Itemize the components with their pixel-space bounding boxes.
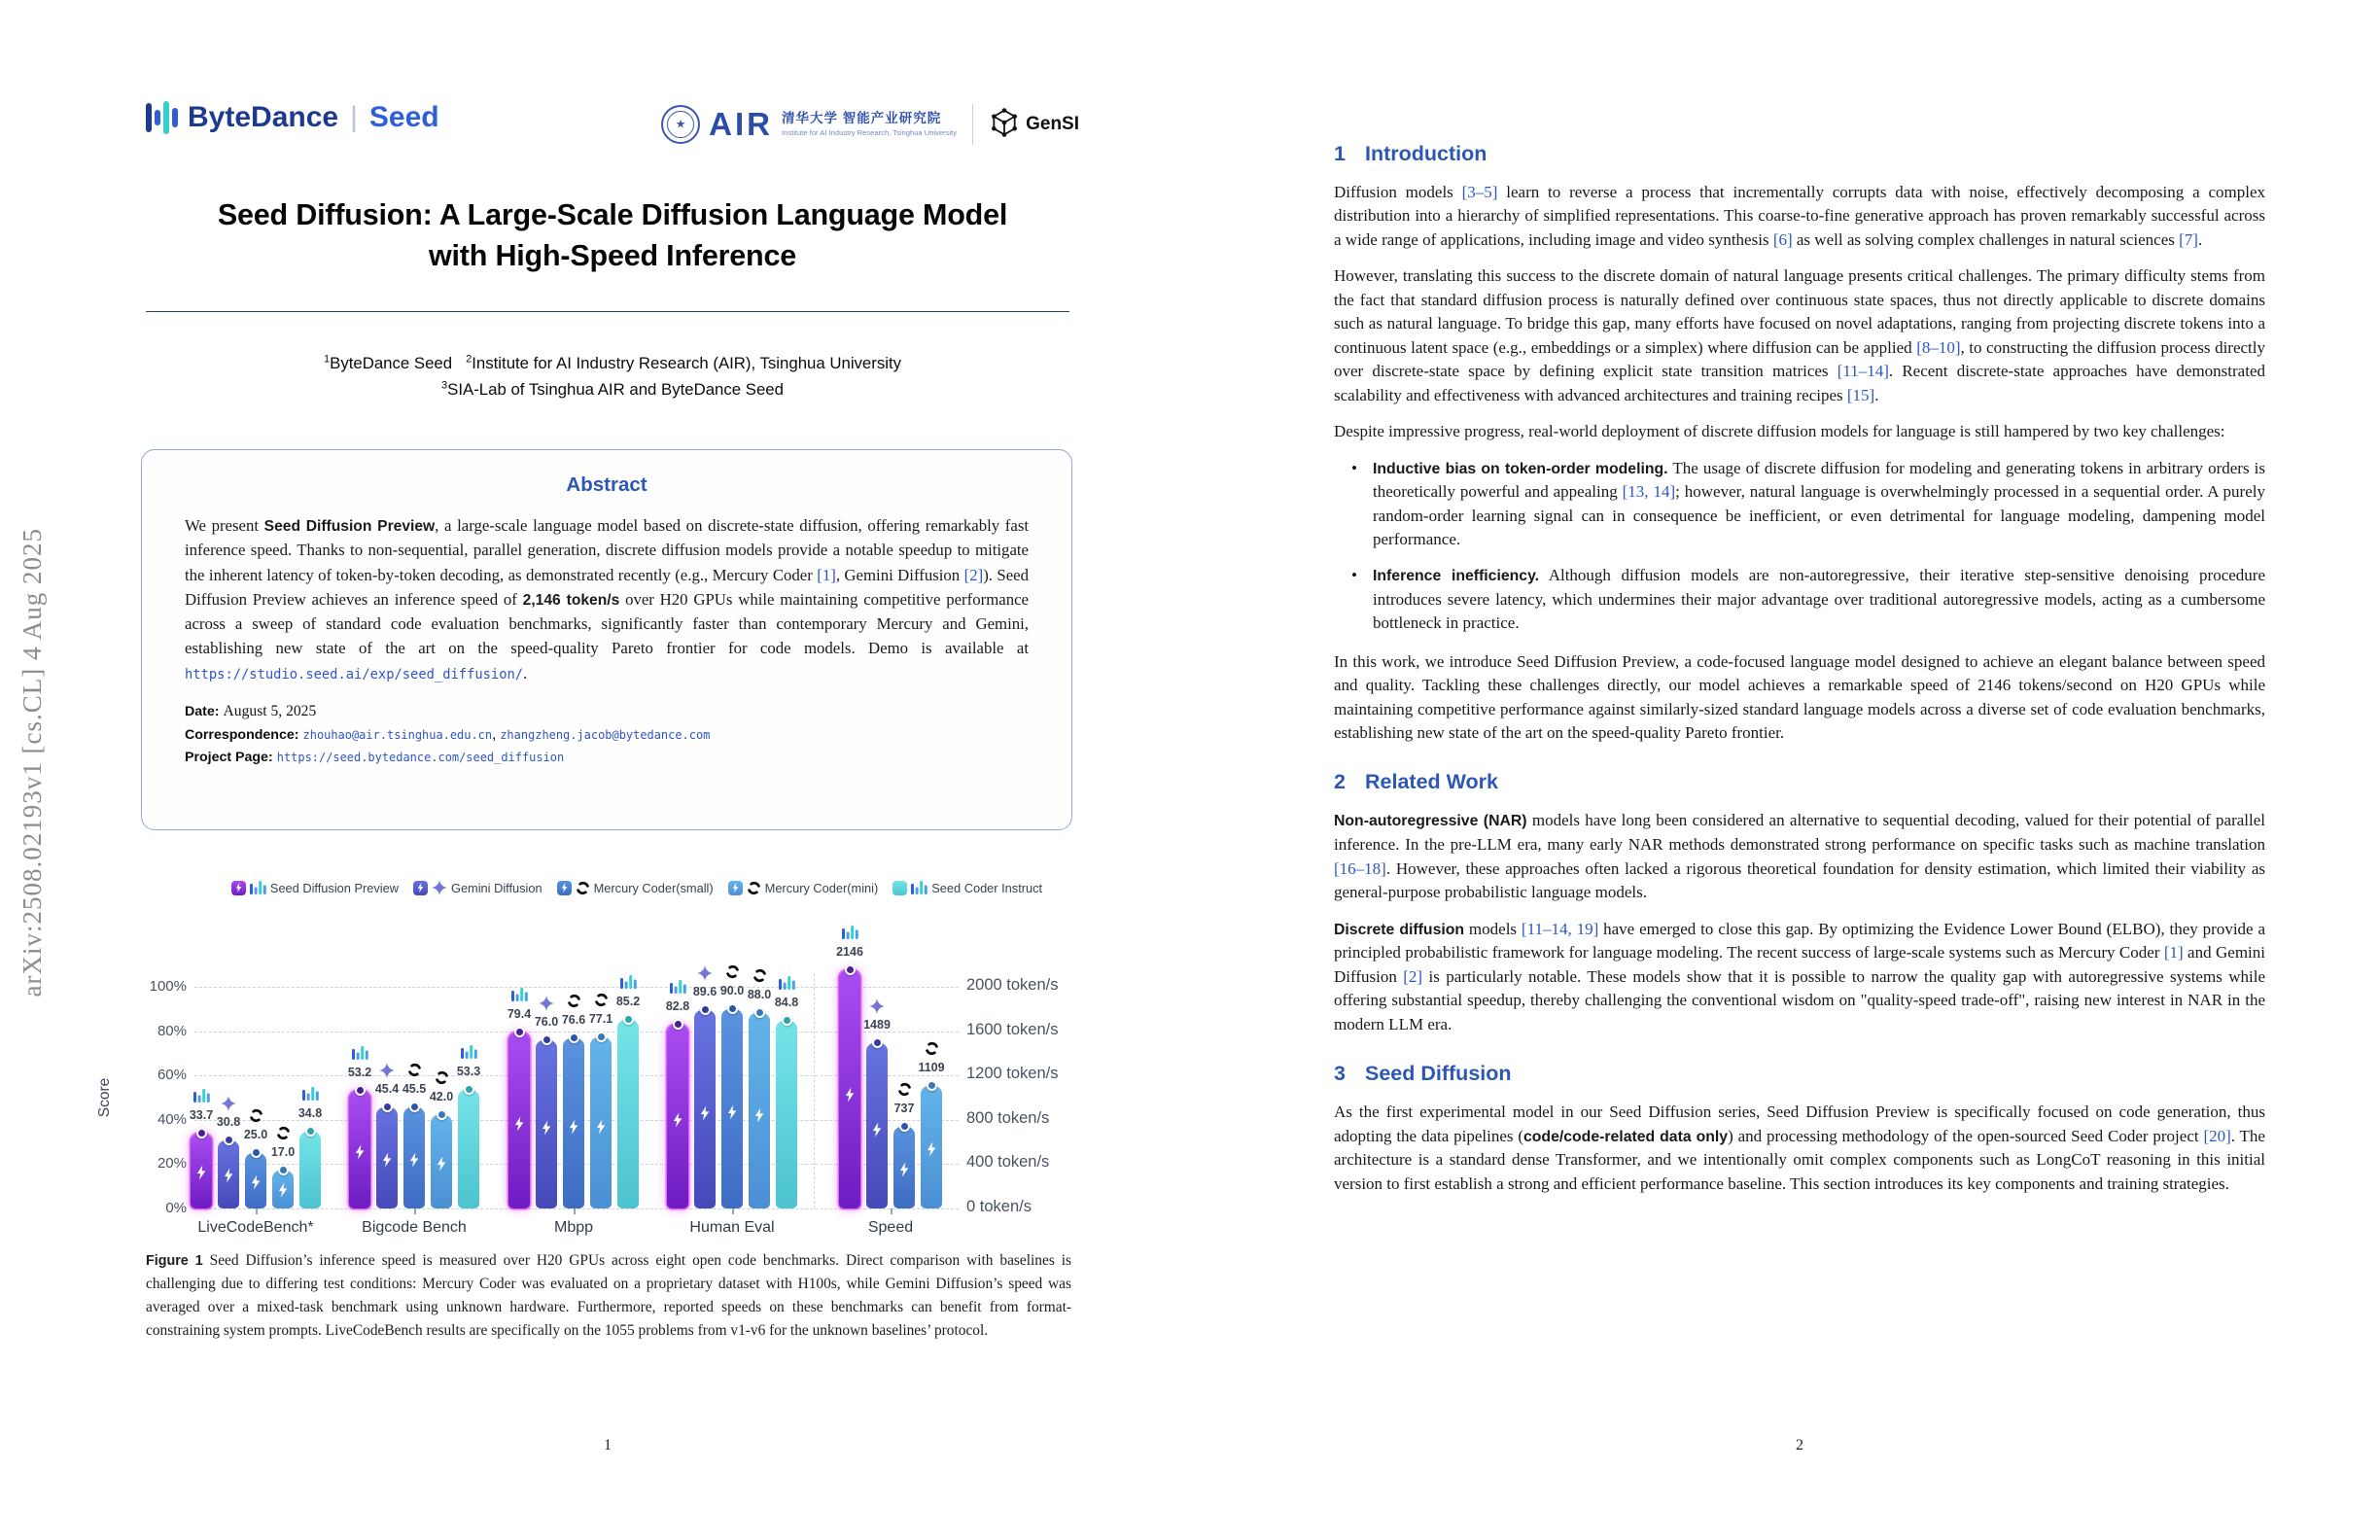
y-axis-tick-left: 60% xyxy=(157,1067,187,1084)
paragraph: Despite impressive progress, real-world deployment of discrete diffusion models for language is still hampered by two key challenges: xyxy=(1334,422,2225,441)
bar-mercury-coder-small-speed xyxy=(893,1127,915,1208)
seed-bars-icon xyxy=(460,1045,477,1061)
logo-divider xyxy=(972,104,973,145)
legend-swatch xyxy=(413,881,428,895)
lightning-bolt-icon xyxy=(224,1169,233,1183)
title-divider xyxy=(146,311,1069,312)
citation-link[interactable]: [11–14, 19] xyxy=(1521,919,1599,938)
lightning-bolt-icon xyxy=(278,1183,288,1198)
affiliations xyxy=(117,350,1108,402)
list-item: • Inference inefficiency. Although diffusion models are non-autoregressive, their iterative step-sensitive denoising procedure introduces severe latency, which undermines their major advantage over traditional autoregressive models, acting as a cumbersome bottleneck in practice. xyxy=(1359,564,2265,636)
bar-seed-coder-instruct-human-eval xyxy=(776,1021,797,1208)
abstract-body: We present Seed Diffusion Preview, a large-scale language model based on discrete-state diffusion, offering remarkably fast inference speed. Thanks to non-sequential, parallel generation, discrete diffusion models provide a notable speedup to mitigate the inherent latency of token-by-token decoding, as demonstrated recently (e.g., Mercury Coder [1], Gemini Diffusion [2]). Seed Diffusion Preview achieves an inference speed of 2,146 token/s over H20 GPUs while maintaining competitive performance across a sweep of standard code evaluation benchmarks, significantly faster than contemporary Mercury and Gemini, establishing new state of the art on the speed-quality Pareto frontier for code models. Demo is available at https://studio.seed.ai/exp/seed_diffusion/. xyxy=(185,516,1030,682)
challenges-list xyxy=(1359,457,2265,636)
y-axis-tick-left: 100% xyxy=(149,978,187,995)
legend-swatch xyxy=(728,881,743,895)
bar-gemini-diffusion-livecodebench xyxy=(218,1140,239,1208)
legend-label: Gemini Diffusion xyxy=(450,880,542,895)
bar-dot xyxy=(382,1102,393,1112)
bar-seed-coder-instruct-mbpp xyxy=(617,1020,639,1208)
x-axis-tick xyxy=(414,1208,416,1214)
citation-link[interactable]: [11–14] xyxy=(1837,362,1889,381)
page-2-content xyxy=(1334,142,2265,1208)
bar-mercury-coder-small-bigcode-bench xyxy=(403,1107,425,1208)
legend-item-gemini-diffusion xyxy=(413,880,542,895)
category-label: LiveCodeBench* xyxy=(197,1219,314,1236)
bar-seed-diffusion-preview-speed xyxy=(839,970,860,1208)
url-link[interactable]: https://studio.seed.ai/exp/seed_diffusion/ xyxy=(185,666,524,682)
section-heading-introduction: 1 Introduction xyxy=(1334,142,1488,165)
legend-label: Seed Coder Instruct xyxy=(931,880,1043,895)
bar-mercury-coder-mini-livecodebench xyxy=(272,1171,294,1208)
category-label: Speed xyxy=(867,1219,914,1236)
gemini-sparkle-icon xyxy=(538,996,555,1011)
url-link[interactable]: zhangzheng.jacob@bytedance.com xyxy=(500,727,711,742)
bar-mercury-coder-small-human-eval xyxy=(721,1009,743,1208)
logo-separator: | xyxy=(350,101,358,133)
bar-dot xyxy=(464,1084,474,1095)
mercury-swirl-icon xyxy=(923,1041,940,1057)
seed-bars-icon xyxy=(301,1087,319,1102)
y-axis-tick-left: 20% xyxy=(157,1155,187,1172)
bar-value-label: 1109 xyxy=(918,1060,945,1074)
bar-value-label: 42.0 xyxy=(429,1090,454,1104)
seed-bars-icon xyxy=(351,1046,368,1062)
figure1-chart xyxy=(96,868,1167,1242)
bar-dot xyxy=(305,1126,316,1137)
header-logos xyxy=(146,93,1079,156)
lightning-bolt-icon xyxy=(569,1120,578,1135)
y-axis-tick-left: 80% xyxy=(157,1022,187,1039)
bar-mercury-coder-mini-bigcode-bench xyxy=(431,1115,452,1208)
citation-link[interactable]: [15] xyxy=(1846,385,1875,404)
affiliation-line: $^1$ByteDance Seed $^2$Institute for AI Industry Research (AIR), Tsinghua University xyxy=(323,353,902,372)
gemini-sparkle-icon xyxy=(696,965,714,981)
mercury-swirl-icon xyxy=(405,1063,423,1078)
lightning-bolt-icon xyxy=(754,1107,764,1122)
bar-seed-coder-instruct-bigcode-bench xyxy=(458,1090,479,1208)
y-axis-tick-right: 0 token/s xyxy=(966,1198,1032,1215)
gensi-cube-icon xyxy=(989,107,1020,143)
bar-dot xyxy=(569,1032,579,1043)
gemini-sparkle-icon xyxy=(868,998,886,1014)
legend-label: Seed Diffusion Preview xyxy=(269,880,399,895)
paper-meta xyxy=(185,703,1029,765)
bar-dot xyxy=(596,1032,607,1042)
lightning-bolt-icon xyxy=(596,1119,606,1134)
seed-wordmark: Seed xyxy=(368,101,439,133)
seed-bars-icon xyxy=(911,881,928,894)
legend-item-mercury-coder-mini xyxy=(728,881,879,895)
y-axis-tick-left: 0% xyxy=(165,1200,187,1216)
project-page-line: Project Page: https://seed.bytedance.com/seed_diffusion xyxy=(185,749,565,765)
x-axis-tick xyxy=(256,1208,258,1214)
bar-value-label: 82.8 xyxy=(665,999,690,1014)
bar-value-label: 17.0 xyxy=(270,1145,296,1160)
correspondence-line: Correspondence: zhouhao@air.tsinghua.edu.cn, zhangzheng.jacob@bytedance.com xyxy=(185,726,711,743)
bar-dot xyxy=(754,1007,765,1018)
seed-bars-icon xyxy=(778,976,795,992)
mercury-swirl-icon xyxy=(751,968,768,984)
bar-mercury-coder-mini-human-eval xyxy=(749,1013,770,1208)
bar-dot xyxy=(845,964,856,975)
lightning-bolt-icon xyxy=(700,1105,710,1120)
lightning-bolt-icon xyxy=(514,1117,524,1132)
air-wordmark: AIR xyxy=(709,106,773,142)
air-english-name: Institute for AI Industry Research, Tsinghua University xyxy=(782,127,958,137)
bar-mercury-coder-mini-mbpp xyxy=(590,1037,612,1208)
page-number-1: 1 xyxy=(604,1437,612,1453)
paragraph: In this work, we introduce Seed Diffusion Preview, a code-focused language model designed to achieve an elegant balance between speed and quality. Tackling these challenges directly, our model achieves a remarkable speed of 2146 tokens/second on H20 GPUs while maintaining competitive performance against similarly-sized standard language models across a diverse set of code evaluation benchmarks, establishing new state of the art on the speed-quality Pareto frontier. xyxy=(1334,651,2265,742)
y-axis-tick-right: 400 token/s xyxy=(966,1153,1050,1172)
abstract-box xyxy=(141,449,1072,830)
bar-value-label: 45.4 xyxy=(374,1082,400,1097)
citation-link[interactable]: [2] xyxy=(963,565,984,584)
bar-gemini-diffusion-speed xyxy=(866,1043,888,1208)
bar-value-label: 84.8 xyxy=(774,995,799,1009)
x-axis-tick xyxy=(732,1208,734,1214)
lightning-bolt-icon xyxy=(409,1153,419,1168)
tsinghua-emblem-icon xyxy=(661,105,700,144)
bar-gemini-diffusion-mbpp xyxy=(536,1040,557,1208)
abstract-heading: Abstract xyxy=(566,473,648,496)
paragraph: However, translating this success to the discrete domain of natural language presents critical challenges. The primary difficulty stems from the fact that standard diffusion process is naturally defined over continuous state spaces, thus not directly applicable to discrete domains such as natural language. To bridge this gap, many efforts have focused on novel adaptations, ranging from projecting discrete tokens into a continuous latent space (e.g., embeddings or a simplex) where diffusion can be applied [8–10], to constructing the diffusion process directly over discrete-state space by defining explicit state transition matrices [11–14]. Recent discrete-state approaches have demonstrated scalability and effectiveness with advanced architectures and training recipes [15]. xyxy=(1334,266,2266,404)
figure1-caption: Figure 1 Seed Diffusion’s inference speed is measured over H20 GPUs across eight open code benchmarks. Direct comparison with baselines is challenging due to differing test conditions: Mercury Coder was evaluated on a proprietary dataset with H100s, while Gemini Diffusion’s speed was averaged over a mixed-task benchmark using unknown hardware. Furthermore, reported speeds on these benchmarks can benefit from format-constraining system prompts. LiveCodeBench results are specifically on the 1055 problems from v1-v6 for the unknown baselines’ protocol. xyxy=(146,1252,1071,1340)
bar-value-label: 89.6 xyxy=(692,984,718,998)
mercury-swirl-icon xyxy=(247,1108,264,1124)
bar-value-label: 2146 xyxy=(836,945,863,960)
paragraph: Diffusion models [3–5] learn to reverse a process that incrementally corrupts data with noise, effectively decomposing a complex distribution into a hierarchy of simplified representations. This coarse-to-fine generative approach has proven remarkably successful across a wide range of applications, including image and video synthesis [6] as well as solving complex challenges in natural sciences [7]. xyxy=(1334,183,2265,249)
category-label: Bigcode Bench xyxy=(362,1219,467,1236)
x-axis-tick xyxy=(891,1208,892,1214)
date-line: Date: August 5, 2025 xyxy=(185,702,317,719)
gemini-sparkle-icon xyxy=(220,1096,237,1111)
legend-swatch xyxy=(231,881,246,895)
bar-seed-diffusion-preview-bigcode-bench xyxy=(349,1091,370,1208)
bar-dot xyxy=(899,1121,910,1132)
y-axis-tick-right: 2000 token/s xyxy=(966,976,1059,994)
paragraph: Non-autoregressive (NAR) models have long been considered an alternative to sequential decoding, valued for their potential of parallel inference. In the pre-LLM era, many early NAR methods demonstrated strong performance on specific tasks such as machine translation [16–18]. However, these approaches often lacked a rigorous theoretical foundation for density estimation, which limited their viability as general-purpose probabilistic language models. xyxy=(1334,811,2265,902)
bar-value-label: 1489 xyxy=(863,1018,891,1032)
bar-value-label: 77.1 xyxy=(588,1012,613,1027)
y-axis-tick-left: 40% xyxy=(157,1110,187,1128)
section-heading-seed-diffusion: 3 Seed Diffusion xyxy=(1334,1062,1512,1086)
lightning-bolt-icon xyxy=(727,1105,737,1120)
paragraph: Discrete diffusion models [11–14, 19] have emerged to close this gap. By optimizing the Evidence Lower Bound (ELBO), they provide a principled probabilistic framework for language modeling. The recent success of large-scale systems such as Mercury Coder [1] and Gemini Diffusion [2] is particularly notable. These models show that it is possible to narrow the quality gap with autoregressive systems while offering substantial speedup, thereby challenging the conventional wisdom on "quality-speed trade-off", raising new interest in NAR in the modern LLM era. xyxy=(1334,919,2266,1033)
seed-bars-icon xyxy=(510,988,528,1003)
gensi-wordmark: GenSI xyxy=(1026,114,1079,134)
bar-value-label: 88.0 xyxy=(747,988,772,1002)
lightning-bolt-icon xyxy=(542,1120,551,1135)
bar-dot xyxy=(782,1015,792,1026)
legend-item-seed-diffusion-preview xyxy=(231,881,399,895)
project-page-link[interactable]: https://seed.bytedance.com/seed_diffusion xyxy=(276,750,565,764)
bar-value-label: 45.5 xyxy=(402,1082,427,1097)
bytedance-wordmark: ByteDance xyxy=(188,101,339,133)
bar-gemini-diffusion-human-eval xyxy=(694,1010,716,1208)
bar-dot xyxy=(927,1080,937,1091)
bar-value-label: 79.4 xyxy=(507,1006,532,1021)
bar-value-label: 33.7 xyxy=(189,1108,214,1123)
paragraph: As the first experimental model in our Seed Diffusion series, Seed Diffusion Preview is specifically focused on code generation, thus adopting the data pipelines (code/code-related data only) and processing methodology of the open-sourced Seed Coder project [20]. The architecture is a standard dense Transformer, and we intentionally omit complex components such as LongCoT reasoning in this initial version to first establish a strong and efficient performance baseline. This section introduces its key components and training strategies. xyxy=(1334,1102,2265,1193)
mercury-swirl-icon xyxy=(747,881,761,895)
lightning-bolt-icon xyxy=(196,1166,206,1180)
lightning-bolt-icon xyxy=(437,1157,446,1172)
bar-seed-diffusion-preview-human-eval xyxy=(667,1025,688,1208)
category-label: Human Eval xyxy=(689,1219,775,1236)
date-value: August 5, 2025 xyxy=(223,702,317,719)
gensi-logo xyxy=(989,107,1079,143)
citation-link[interactable]: [2] xyxy=(1403,966,1423,986)
url-link[interactable]: zhouhao@air.tsinghua.edu.cn xyxy=(302,727,493,742)
lightning-bolt-icon xyxy=(872,1122,882,1137)
x-axis-tick xyxy=(574,1208,576,1214)
seed-bars-icon xyxy=(192,1089,210,1104)
bar-value-label: 53.2 xyxy=(347,1065,372,1079)
bar-dot xyxy=(673,1019,683,1030)
y-axis-tick-right: 1600 token/s xyxy=(966,1020,1059,1038)
seed-bars-icon xyxy=(841,926,858,941)
gemini-sparkle-icon xyxy=(378,1063,396,1078)
bar-value-label: 85.2 xyxy=(615,994,641,1008)
mercury-swirl-icon xyxy=(576,881,590,895)
mercury-swirl-icon xyxy=(565,994,582,1009)
lightning-bolt-icon xyxy=(899,1162,909,1176)
bar-mercury-coder-small-livecodebench xyxy=(245,1153,266,1208)
mercury-swirl-icon xyxy=(723,964,741,980)
institution-logos xyxy=(661,95,1079,154)
citation-link[interactable]: [6] xyxy=(1772,229,1793,249)
bar-seed-diffusion-preview-mbpp xyxy=(508,1032,530,1208)
citation-link[interactable]: [16–18] xyxy=(1334,858,1386,878)
bar-value-label: 90.0 xyxy=(719,983,745,998)
arxiv-watermark xyxy=(8,373,56,1151)
bar-value-label: 76.6 xyxy=(561,1013,586,1028)
y-axis-tick-right: 1200 token/s xyxy=(966,1065,1059,1083)
bar-dot xyxy=(542,1034,552,1045)
bar-value-label: 34.8 xyxy=(298,1105,323,1120)
citation-link[interactable]: [7] xyxy=(2179,229,2198,249)
bar-mercury-coder-small-mbpp xyxy=(563,1038,584,1208)
category-label: Mbpp xyxy=(553,1219,594,1236)
legend-item-mercury-coder-small xyxy=(557,881,714,895)
section-heading-related-work: 2 Related Work xyxy=(1334,770,1498,794)
bytedance-bars-icon xyxy=(146,101,178,134)
page-number-2: 2 xyxy=(1796,1437,1803,1453)
citation-link[interactable]: [1] xyxy=(817,565,836,584)
correspondence-emails: zhouhao@air.tsinghua.edu.cn, zhangzheng.jacob@bytedance.com xyxy=(302,726,711,743)
legend-swatch xyxy=(557,881,572,895)
bar-dot xyxy=(700,1004,711,1015)
bar-seed-diffusion-preview-livecodebench xyxy=(191,1134,212,1208)
citation-link[interactable]: [3–5] xyxy=(1461,183,1498,201)
paper-title: Seed Diffusion: A Large-Scale Diffusion Language Model with High-Speed Inference xyxy=(217,198,1008,273)
citation-link[interactable]: [8–10] xyxy=(1916,337,1961,357)
bytedance-seed-logo xyxy=(146,101,439,134)
lightning-bolt-icon xyxy=(382,1153,392,1168)
y-axis-label: Score xyxy=(96,1077,113,1118)
lightning-bolt-icon xyxy=(845,1087,855,1102)
y-axis-tick-right: 800 token/s xyxy=(966,1108,1050,1127)
seed-bars-icon xyxy=(619,975,637,991)
bar-dot xyxy=(437,1109,447,1120)
citation-link[interactable]: [20] xyxy=(2203,1126,2231,1145)
air-chinese-name: 清华大学 智能产业研究院 xyxy=(782,111,942,126)
legend-label: Mercury Coder(mini) xyxy=(764,880,879,895)
bar-value-label: 30.8 xyxy=(216,1114,241,1129)
bar-dot xyxy=(623,1014,634,1025)
bar-value-label: 76.0 xyxy=(534,1014,559,1029)
bar-dot xyxy=(278,1165,289,1175)
bar-gemini-diffusion-bigcode-bench xyxy=(376,1107,398,1208)
bar-dot xyxy=(196,1128,207,1138)
citation-link[interactable]: [13, 14] xyxy=(1622,482,1676,502)
bar-value-label: 737 xyxy=(893,1101,915,1115)
lightning-bolt-icon xyxy=(355,1144,365,1159)
affiliation-line: $^3$SIA-Lab of Tsinghua AIR and ByteDance Seed xyxy=(441,379,784,400)
citation-link[interactable]: [1] xyxy=(2163,943,2184,962)
gridline xyxy=(194,1208,959,1209)
bar-dot xyxy=(727,1003,738,1014)
bar-value-label: 25.0 xyxy=(243,1128,268,1141)
bar-dot xyxy=(872,1037,883,1048)
figure1-legend xyxy=(107,880,1167,895)
lightning-bolt-icon xyxy=(927,1142,936,1157)
lightning-bolt-icon xyxy=(251,1174,261,1189)
legend-label: Mercury Coder(small) xyxy=(593,880,714,895)
arxiv-watermark-text: arXiv:2508.02193v1 [cs.CL] 4 Aug 2025 xyxy=(17,527,47,998)
lightning-bolt-icon xyxy=(673,1113,682,1128)
mercury-swirl-icon xyxy=(895,1082,913,1098)
gemini-sparkle-icon xyxy=(432,880,447,895)
mercury-swirl-icon xyxy=(274,1126,292,1141)
bar-seed-coder-instruct-livecodebench xyxy=(299,1132,321,1208)
seed-bars-icon xyxy=(250,881,266,894)
legend-item-seed-coder-instruct xyxy=(892,881,1042,895)
legend-swatch xyxy=(892,881,907,895)
list-item: • Inductive bias on token-order modeling. The usage of discrete diffusion for modeling and generating tokens in arbitrary orders is theoretically powerful and appealing [13, 14]; however, natural language is overwhelmingly processed in a sequential order. A purely random-order learning signal can in consequence be inefficient, or even detrimental for language modeling, dampening model performance. xyxy=(1359,457,2265,552)
bar-mercury-coder-mini-speed xyxy=(921,1086,942,1208)
bar-value-label: 53.3 xyxy=(456,1065,481,1079)
